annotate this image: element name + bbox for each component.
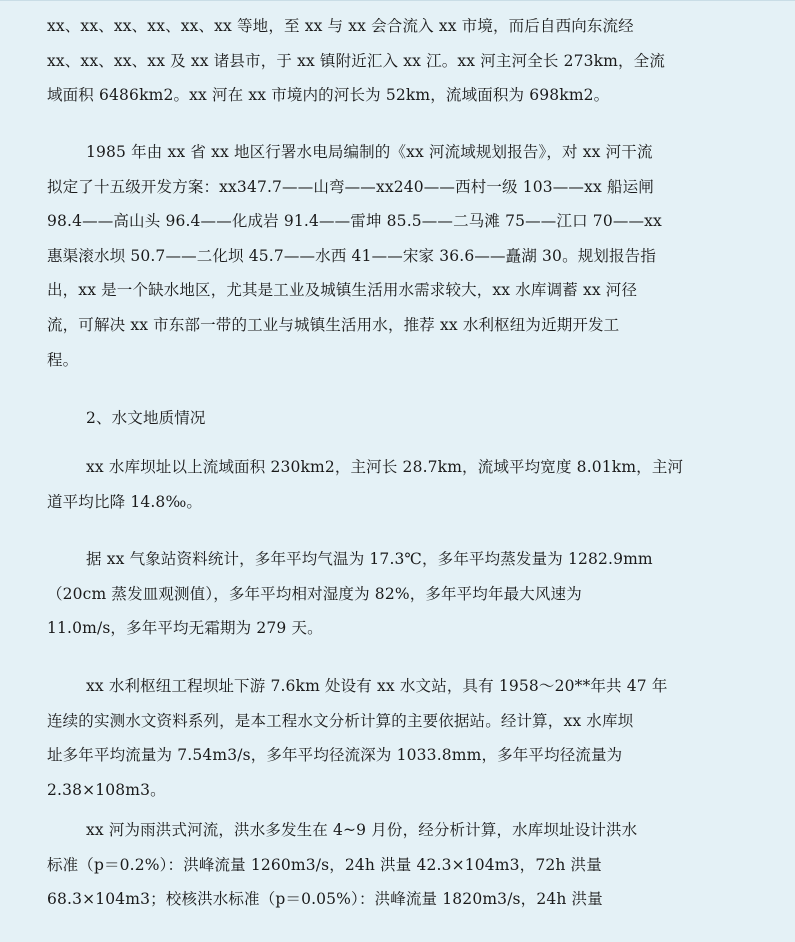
text-line: xx 河为雨洪式河流，洪水多发生在 4~9 月份，经分析计算，水库坝址设计洪水 bbox=[86, 821, 638, 839]
text-line: 惠渠滚水坝 50.7——二化坝 45.7——水西 41——宋家 36.6——矗湖 30。规划报告指 bbox=[47, 246, 656, 265]
text-line: 据 xx 气象站资料统计，多年平均气温为 17.3℃，多年平均蒸发量为 1282.9mm bbox=[86, 550, 653, 568]
text-line: 程。 bbox=[47, 350, 79, 369]
text-line: xx、xx、xx、xx、xx、xx 等地，至 xx 与 xx 会合流入 xx 市境，而后自西向东流经 bbox=[47, 17, 634, 35]
text-line: 标准（p＝0.2%）：洪峰流量 1260m3/s，24h 洪量 42.3×104m3，72h 洪量 bbox=[47, 855, 602, 874]
text-line: 域面积 6486km2。xx 河在 xx 市境内的河长为 52km，流域面积为 698km2。 bbox=[47, 86, 610, 105]
section-heading: 2、水文地质情况 bbox=[86, 409, 206, 427]
text-line: xx 水库坝址以上流域面积 230km2，主河长 28.7km，流域平均宽度 8.01km，主河 bbox=[86, 458, 684, 476]
paragraph-flood-standards bbox=[47, 813, 787, 917]
text-line: 出，xx 是一个缺水地区，尤其是工业及城镇生活用水需求较大，xx 水库调蓄 xx 河径 bbox=[47, 281, 638, 300]
text-line: 流，可解决 xx 市东部一带的工业与城镇生活用水，推荐 xx 水利枢纽为近期开发工 bbox=[47, 315, 620, 334]
paragraph-basin-parameters bbox=[47, 450, 787, 519]
paragraph-hydrological-station bbox=[47, 669, 787, 807]
paragraph-development-plan bbox=[47, 135, 787, 377]
text-line: xx 水利枢纽工程坝址下游 7.6km 处设有 xx 水文站，具有 1958～20**年共 47 年 bbox=[86, 677, 668, 695]
paragraph-river-overview bbox=[47, 9, 787, 113]
text-line: 11.0m/s，多年平均无霜期为 279 天。 bbox=[47, 619, 323, 638]
section-heading-hydrogeology bbox=[47, 401, 787, 436]
paragraph-climate-statistics bbox=[47, 542, 787, 646]
text-line: 连续的实测水文资料系列，是本工程水文分析计算的主要依据站。经计算，xx 水库坝 bbox=[47, 711, 634, 730]
text-line: 1985 年由 xx 省 xx 地区行署水电局编制的《xx 河流域规划报告》，对 xx 河干流 bbox=[86, 143, 653, 161]
text-line: xx、xx、xx、xx 及 xx 诸县市，于 xx 镇附近汇入 xx 江。xx 河主河全长 273km，全流 bbox=[47, 51, 665, 70]
text-line: 2.38×108m3。 bbox=[47, 780, 166, 799]
text-line: （20cm 蒸发皿观测值），多年平均相对湿度为 82%，多年平均年最大风速为 bbox=[47, 584, 582, 603]
text-line: 道平均比降 14.8‰。 bbox=[47, 492, 203, 511]
text-line: 98.4——高山头 96.4——化成岩 91.4——雷坤 85.5——二马滩 75——江口 70——xx bbox=[47, 212, 662, 231]
text-line: 68.3×104m3；校核洪水标准（p＝0.05%）：洪峰流量 1820m3/s，24h 洪量 bbox=[47, 890, 603, 909]
text-line: 拟定了十五级开发方案：xx347.7——山弯——xx240——西村一级 103——xx 船运闸 bbox=[47, 177, 654, 196]
text-line: 址多年平均流量为 7.54m3/s，多年平均径流深为 1033.8mm，多年平均径流量为 bbox=[47, 746, 623, 765]
